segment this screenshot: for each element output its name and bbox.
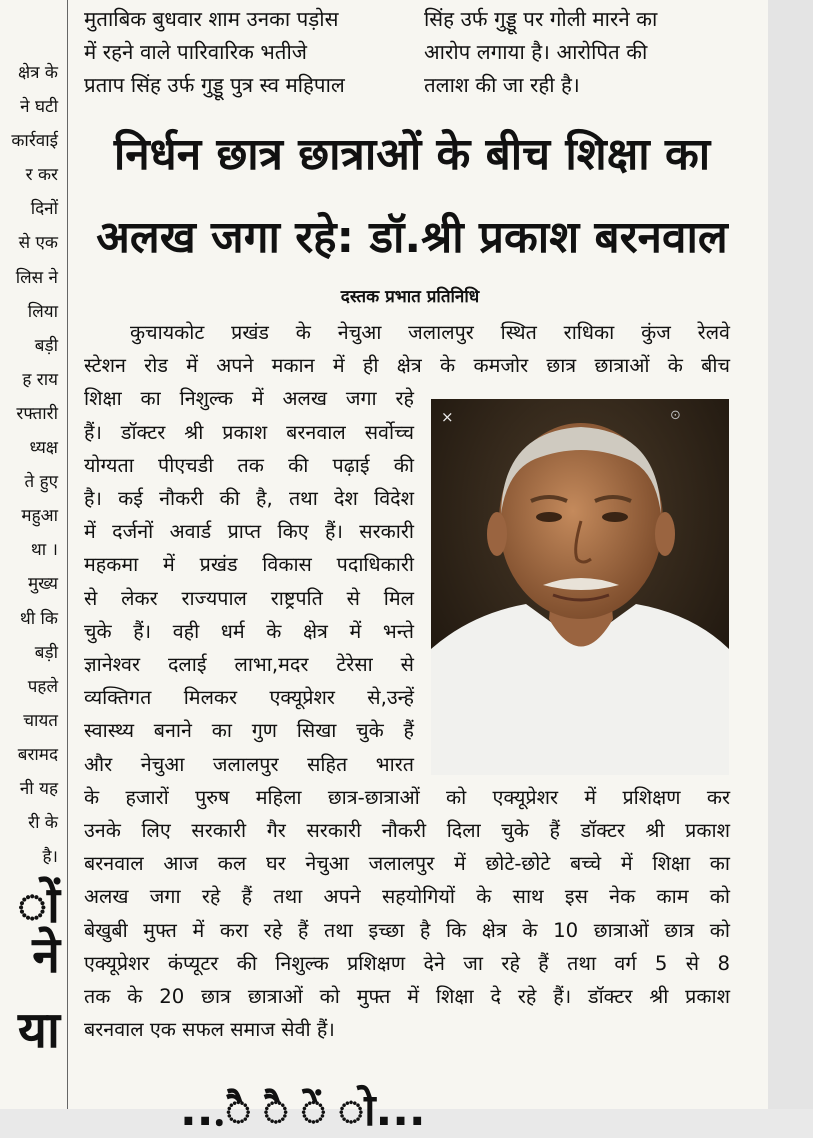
portrait-photo	[431, 399, 729, 775]
headline-line-2: अलख जगा रहे: डॉ.श्री प्रकाश बरनवाल	[96, 212, 728, 263]
body-line: बरनवाल आज कल घर नेचुआ जलालपुर में छोटे-छोटे बच्चे में शिक्षा का	[84, 852, 730, 876]
left-column-line: रफ्तारी	[16, 403, 58, 424]
left-column-line: पहले	[27, 676, 58, 697]
left-column-line: नी यह	[19, 778, 58, 799]
left-column-line: बड़ी	[34, 642, 58, 663]
body-line: उनके लिए सरकारी गैर सरकारी नौकरी दिला चुके हैं डॉक्टर श्री प्रकाश	[84, 819, 730, 843]
body-line: ज्ञानेश्वर दलाई लाभा,मदर टेरेसा से	[84, 653, 414, 677]
column-divider	[67, 0, 68, 1109]
left-column-line: दिनों	[30, 199, 58, 220]
body-line: स्वास्थ्य बनाने का गुण सिखा चुके हैं	[84, 719, 414, 743]
left-column-headline-fragment-2: या	[18, 1001, 60, 1059]
left-column-line: ध्यक्ष	[29, 438, 58, 459]
photo-overlay-icon: ⊙	[670, 408, 681, 423]
left-column-line: से एक	[18, 233, 58, 254]
portrait-photo-illustration	[431, 399, 729, 775]
left-column-line: ह राय	[22, 369, 58, 390]
body-line: योग्यता पीएचडी तक की पढ़ाई की	[84, 453, 414, 477]
body-line: और नेचुआ जलालपुर सहित भारत	[84, 752, 414, 776]
left-column-line: महुआ	[21, 506, 58, 527]
left-column-line: थी कि	[19, 608, 58, 629]
byline: दस्तक प्रभात प्रतिनिधि	[340, 287, 480, 307]
top-article-line: में रहने वाले पारिवारिक भतीजे	[84, 40, 307, 64]
body-line: है। कई नौकरी की है, तथा देश विदेश	[84, 487, 414, 511]
body-line: हैं। डॉक्टर श्री प्रकाश बरनवाल सर्वोच्च	[84, 420, 414, 444]
left-column-line: बड़ी	[34, 335, 58, 356]
body-line: व्यक्तिगत मिलकर एक्यूप्रेशर से,उन्हें	[84, 686, 414, 710]
top-article-left-column	[84, 3, 345, 102]
left-column-line: बरामद	[17, 744, 58, 765]
left-column-line: री के	[28, 813, 58, 834]
next-headline-fragment: ...ै ै ें ो...	[180, 1085, 426, 1136]
body-line: अलख जगा रहे हैं तथा अपने सहयोगियों के साथ इस नेक काम को	[84, 885, 730, 909]
body-line: चुके हैं। वही धर्म के क्षेत्र में भन्ते	[84, 619, 414, 643]
left-column-line: क्षेत्र के	[17, 63, 58, 83]
left-column-line: था ।	[30, 540, 58, 561]
top-article-line: आरोप लगाया है। आरोपित की	[424, 40, 648, 64]
left-column-line: कार्रवाई	[11, 131, 58, 152]
body-line: से लेकर राज्यपाल राष्ट्रपति से मिल	[84, 586, 414, 610]
body-line: के हजारों पुरुष महिला छात्र-छात्राओं को एक्यूप्रेशर में प्रशिक्षण कर	[84, 785, 730, 809]
top-article-line: सिंह उर्फ गुड्डू पर गोली मारने का	[424, 7, 658, 31]
body-line: बेखुबी मुफ्त में करा रहे हैं तथा इच्छा है कि क्षेत्र के 10 छात्राओं छात्र को	[84, 918, 730, 942]
left-column-line: मुख्य	[28, 574, 58, 595]
left-column-line: लिस ने	[15, 267, 58, 288]
body-line: कुचायकोट प्रखंड के नेचुआ जलालपुर स्थित राधिका कुंज रेलवे	[130, 321, 730, 344]
body-line: बरनवाल एक सफल समाज सेवी हैं।	[84, 1018, 335, 1042]
left-column-line: ते हुए	[24, 472, 58, 493]
body-line: स्टेशन रोड में अपने मकान में ही क्षेत्र के कमजोर छात्र छात्राओं के बीच	[84, 354, 730, 378]
left-column-line: लिया	[27, 301, 58, 322]
top-article-line: मुताबिक बुधवार शाम उनका पड़ोस	[84, 7, 339, 31]
left-column-line: चायत	[23, 710, 58, 731]
top-article-line: प्रताप सिंह उर्फ गुड्डू पुत्र स्व महिपाल	[84, 73, 345, 97]
left-column-line: है।	[42, 847, 58, 868]
left-column-fragment	[0, 56, 58, 874]
body-line: तक के 20 छात्र छात्राओं को मुफ्त में शिक्षा दे रहे हैं। डॉक्टर श्री प्रकाश	[84, 985, 730, 1009]
left-column-line: र कर	[25, 165, 58, 186]
body-line: एक्यूप्रेशर कंप्यूटर की निशुल्क प्रशिक्षण देने जा रहे हैं तथा वर्ग 5 से 8	[84, 951, 730, 975]
body-line: शिक्षा का निशुल्क में अलख जगा रहे	[84, 387, 414, 411]
left-column-line: ने घटी	[20, 97, 58, 118]
close-icon: ×	[441, 408, 454, 426]
body-line: महकमा में प्रखंड विकास पदाधिकारी	[84, 553, 414, 577]
left-column-headline-fragment: ों ने	[17, 876, 60, 984]
body-line: में दर्जनों अवार्ड प्राप्त किए हैं। सरकारी	[84, 520, 414, 544]
headline-line-1: निर्धन छात्र छात्राओं के बीच शिक्षा का	[113, 129, 711, 180]
screen-margin	[768, 0, 813, 1109]
top-article-right-column	[424, 3, 657, 102]
top-article-line: तलाश की जा रही है।	[424, 73, 580, 97]
